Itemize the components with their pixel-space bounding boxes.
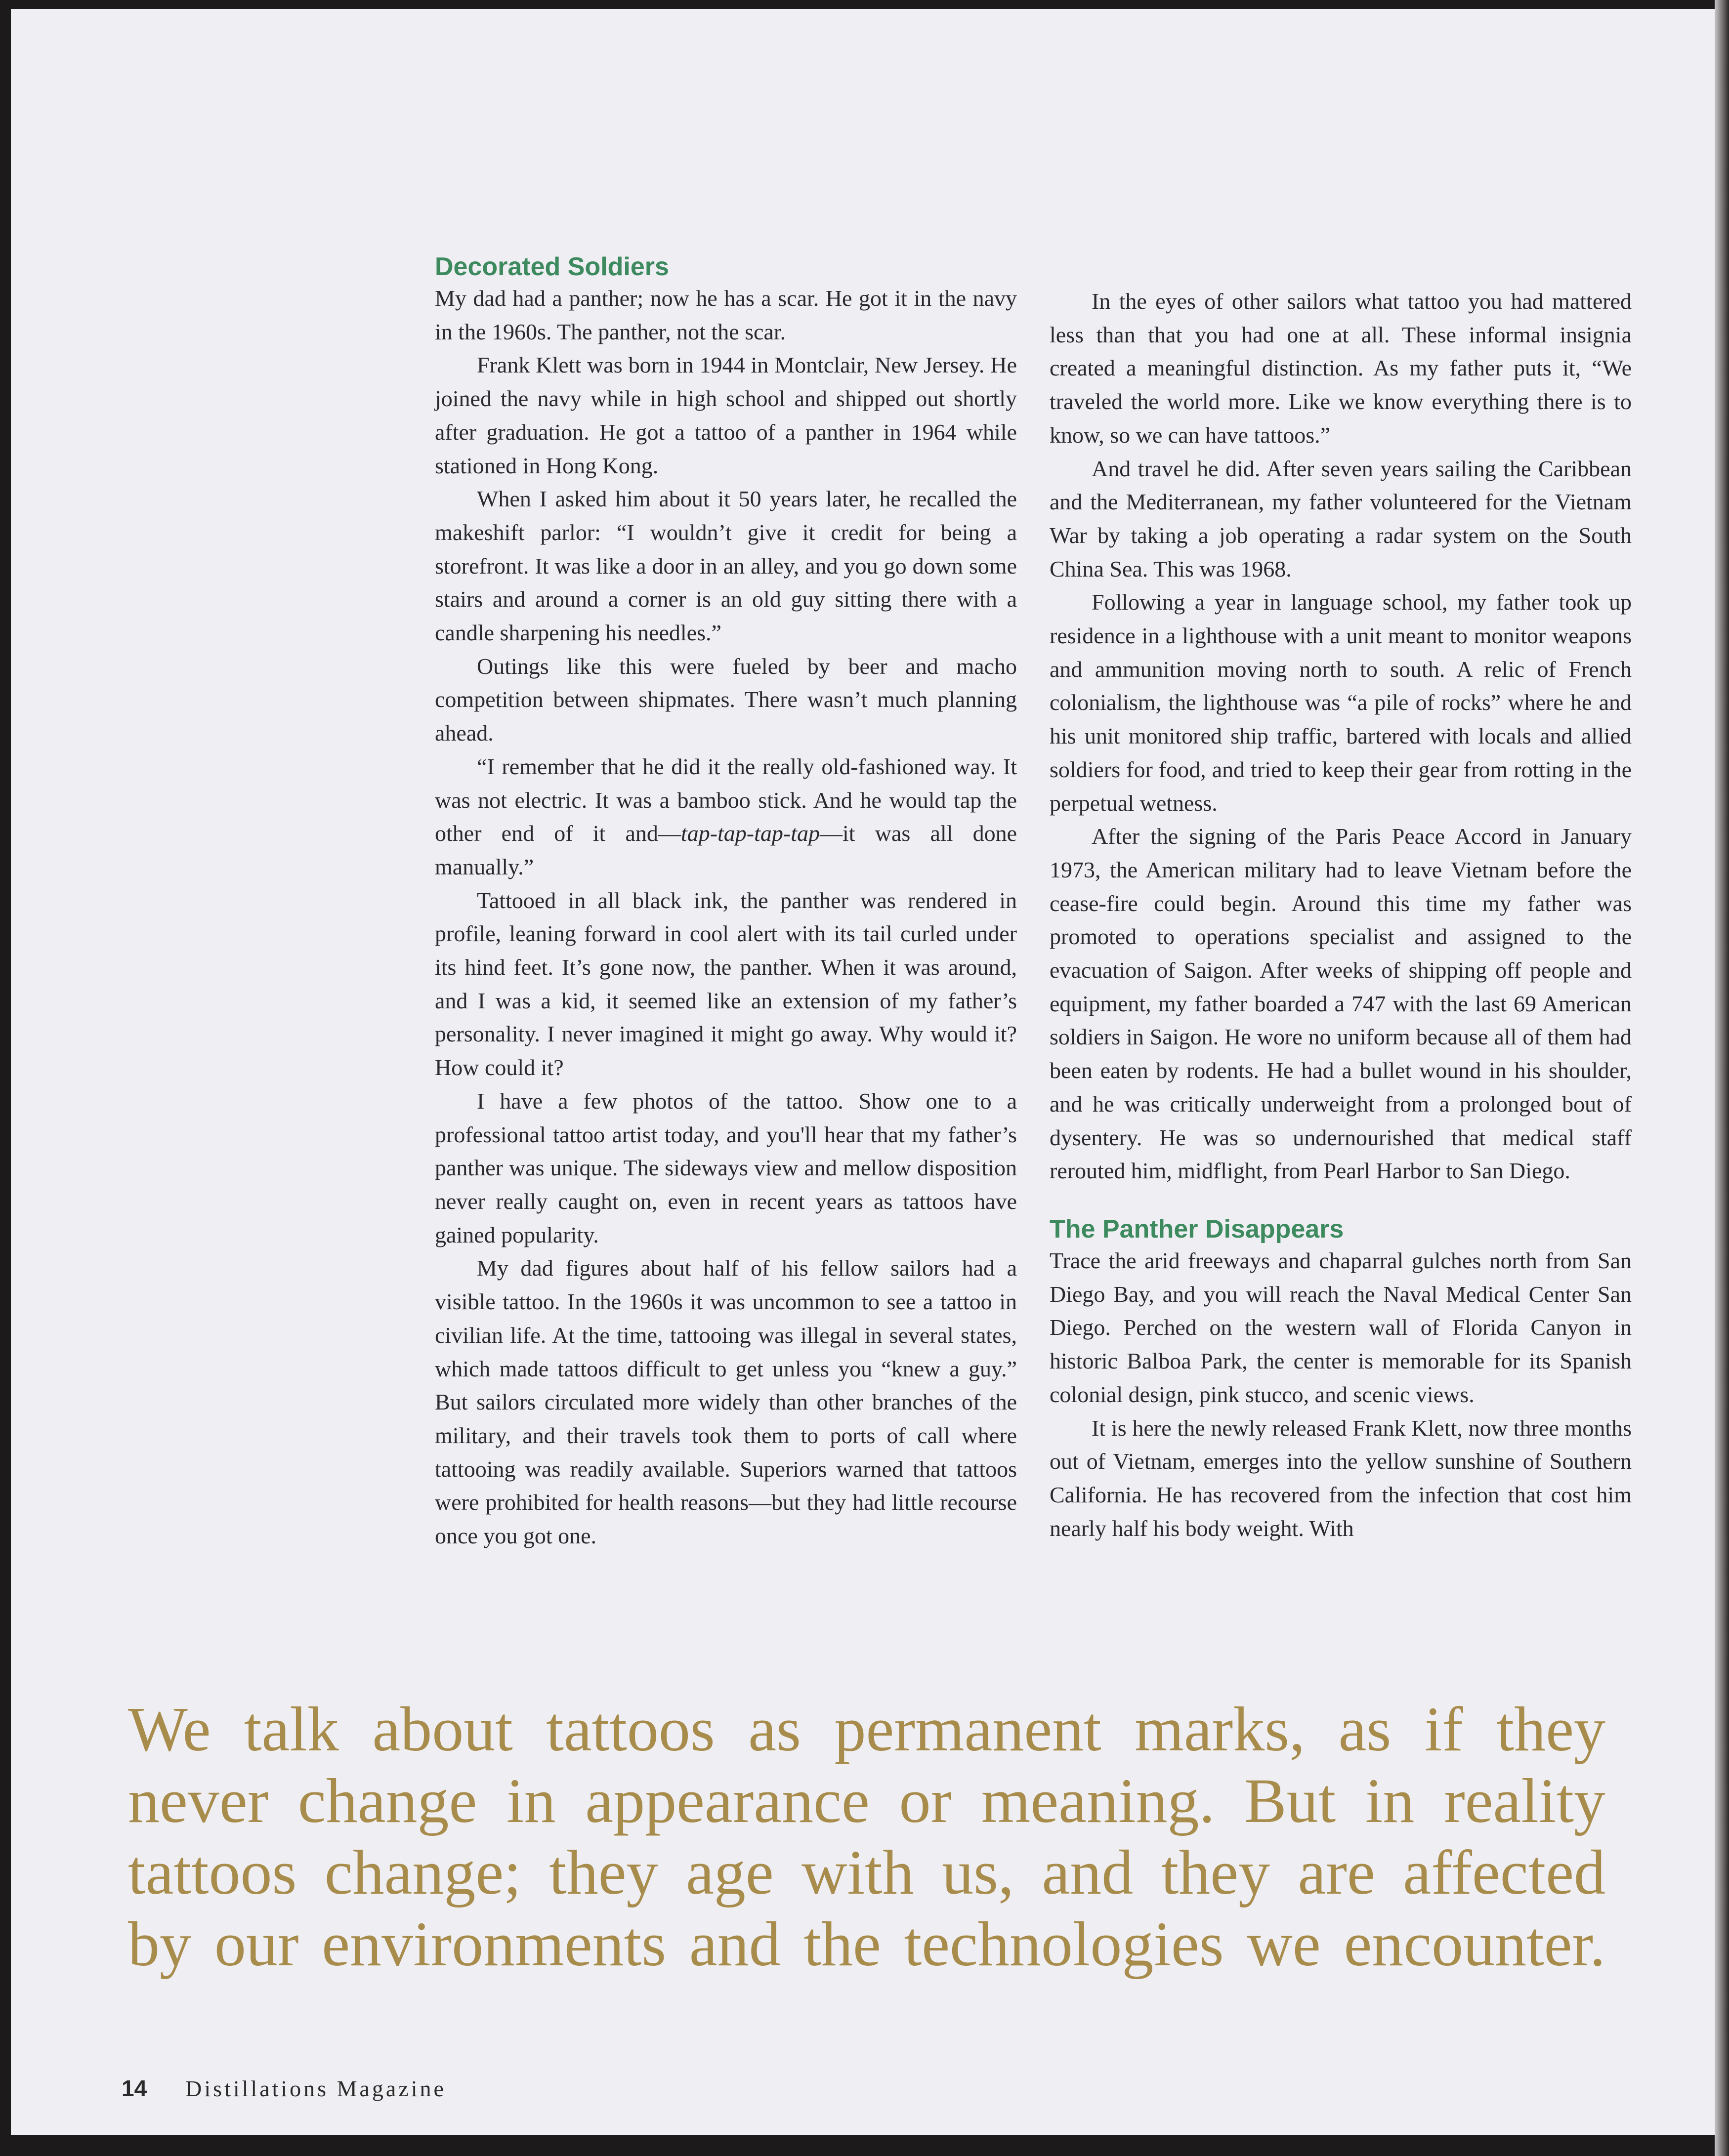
- paragraph: After the signing of the Paris Peace Accord in January 1973, the American military had to leave Vietnam before the cease-fire could begin. Around this time my father was promoted to operations specialist and assigned to the evacuation of Saigon. After weeks of shipping off people and equipment, my father boarded a 747 with the last 69 American soldiers in Saigon. He wore no uniform because all of them had been eaten by rodents. He had a bullet wound in his shoulder, and he was critically underweight from a prolonged bout of dysentery. He was so undernourished that medical staff rerouted him, midflight, from Pearl Harbor to San Diego.: [1050, 824, 1632, 1184]
- left-column: [435, 252, 1017, 1553]
- pull-quote-line: tattoos change; they age with us, and they are affected: [128, 1837, 1605, 1907]
- paragraph: Frank Klett was born in 1944 in Montclair, New Jersey. He joined the navy while in high school and shipped out shortly after graduation. He got a tattoo of a panther in 1964 while stationed in Hong Kong.: [435, 352, 1017, 478]
- paragraph: Tattooed in all black ink, the panther was rendered in profile, leaning forward in cool alert with its tail curled under its hind feet. It’s gone now, the panther. When it was around, and I was a kid, it seemed like an extension of my father’s personality. I never imagined it might go away. Why would it? How could it?: [435, 887, 1017, 1080]
- paragraph: When I asked him about it 50 years later, he recalled the makeshift parlor: “I wouldn’t give it credit for being a storefront. It was like a door in an alley, and you go down some stairs and around a corner is an old guy sitting there with a candle sharpening his needles.”: [435, 486, 1017, 646]
- page-footer: [122, 2075, 446, 2102]
- paragraph: Trace the arid freeways and chaparral gulches north from San Diego Bay, and you will reach the Naval Medical Center San Diego. Perched on the western wall of Florida Canyon in historic Balboa Park, the center is memorable for its Spanish colonial design, pink stucco, and scenic views.: [1050, 1247, 1632, 1407]
- paragraph: Following a year in language school, my father took up residence in a lighthouse with a unit meant to monitor weapons and ammunition moving north to south. A relic of French colonialism, the lighthouse was “a pile of rocks” where he and his unit monitored ship traffic, bartered with locals and allied soldiers for food, and tried to keep their gear from rotting in the perpetual wetness.: [1050, 589, 1632, 816]
- paragraph: My dad figures about half of his fellow sailors had a visible tattoo. In the 1960s it was uncommon to see a tattoo in civilian life. At the time, tattooing was illegal in several states, which made tattoos difficult to get unless you “knew a guy.” But sailors circulated more widely than other branches of the military, and their travels took them to ports of call where tattooing was readily available. Superiors warned that tattoos were prohibited for health reasons—but they had little recourse once you got one.: [435, 1255, 1017, 1549]
- paragraph: Outings like this were fueled by beer and macho competition between shipmates. There wasn’t much planning ahead.: [435, 653, 1017, 746]
- right-column: [1050, 285, 1632, 1545]
- paragraph: In the eyes of other sailors what tattoo you had mattered less than that you had one at all. These informal insignia created a meaningful distinction. As my father puts it, “We traveled the world more. Like we know everything there is to know, so we can have tattoos.”: [1050, 289, 1632, 448]
- pull-quote-line: We talk about tattoos as permanent marks, as if they: [128, 1694, 1605, 1764]
- text: —it was all done manually.”: [435, 821, 1017, 879]
- paragraph: My dad had a panther; now he has a scar. He got it in the navy in the 1960s. The panther, not the scar.: [435, 286, 1017, 344]
- section-heading: The Panther Disappears: [1050, 1214, 1344, 1244]
- pull-quote: [128, 1694, 1605, 1980]
- paragraph: And travel he did. After seven years sailing the Caribbean and the Mediterranean, my father volunteered for the Vietnam War by taking a job operating a radar system on the South China Sea. This was 1968.: [1050, 456, 1632, 581]
- magazine-page: [11, 9, 1715, 2135]
- paragraph: I have a few photos of the tattoo. Show one to a professional tattoo artist today, and you'll hear that my father’s panther was unique. The sideways view and mellow disposition never really caught on, even in recent years as tattoos have gained popularity.: [435, 1088, 1017, 1247]
- page-number: 14: [122, 2075, 147, 2101]
- publication-name: Distillations Magazine: [185, 2076, 446, 2101]
- pull-quote-line: never change in appearance or meaning. But in reality: [128, 1766, 1605, 1836]
- text: “I remember that he did it the really old-fashioned way. It was not electric. It was a bamboo stick. And he would tap the other end of it and—: [435, 753, 1017, 846]
- section-heading: Decorated Soldiers: [435, 252, 669, 281]
- italic-text: tap-tap-tap-tap: [680, 821, 820, 846]
- page-edge: [1715, 0, 1729, 2156]
- paragraph: It is here the newly released Frank Klett, now three months out of Vietnam, emerges into the yellow sunshine of Southern California. He has recovered from the infection that cost him nearly half his body weight. With: [1050, 1415, 1632, 1541]
- pull-quote-line: by our environments and the technologies we encounter.: [128, 1909, 1605, 1979]
- paragraph: [435, 750, 1017, 884]
